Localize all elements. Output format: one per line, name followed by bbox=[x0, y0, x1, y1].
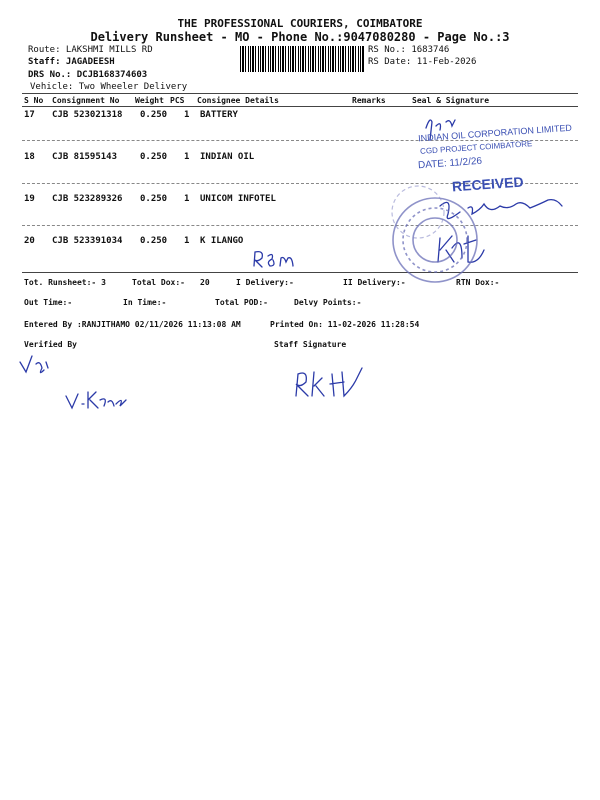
total-dox-label: Total Dox:- bbox=[132, 278, 185, 287]
signature-row19 bbox=[440, 200, 562, 219]
staff-signature-mark bbox=[296, 368, 362, 396]
verified-by: Verified By bbox=[24, 340, 77, 349]
total-dox-value: 20 bbox=[200, 278, 210, 287]
row-consignee: INDIAN OIL bbox=[200, 152, 255, 162]
stamp-line2: CGD PROJECT COIMBATORE bbox=[419, 139, 533, 156]
col-remarks: Remarks bbox=[352, 96, 386, 105]
stamp-line3: DATE: 11/2/26 bbox=[417, 155, 483, 172]
ii-delivery: II Delivery:- bbox=[343, 278, 406, 287]
rs-date: RS Date: 11-Feb-2026 bbox=[368, 57, 477, 67]
row-consignee: UNICOM INFOTEL bbox=[200, 194, 276, 204]
verified-scribble-1 bbox=[20, 356, 48, 373]
col-consignment: Consignment No bbox=[52, 96, 120, 105]
col-seal: Seal & Signature bbox=[412, 96, 490, 105]
col-consignee: Consignee Details bbox=[197, 96, 279, 105]
rs-number: RS No.: 1683746 bbox=[368, 45, 450, 55]
verified-scribble-2 bbox=[66, 392, 126, 408]
row-pcs: 1 bbox=[184, 110, 190, 120]
total-runsheet: Tot. Runsheet:- 3 bbox=[24, 278, 106, 287]
stamp-received: RECEIVED bbox=[451, 173, 525, 195]
row-sno: 17 bbox=[24, 110, 35, 120]
in-time: In Time:- bbox=[123, 298, 167, 307]
row-pcs: 1 bbox=[184, 194, 190, 204]
company-title: THE PROFESSIONAL COURIERS, COIMBATORE bbox=[177, 17, 423, 30]
row-consignee: K ILANGO bbox=[200, 236, 244, 246]
drs-number: DRS No.: DCJB168374603 bbox=[28, 70, 148, 80]
row-consignment: CJB 523021318 bbox=[52, 110, 123, 120]
row-sno: 19 bbox=[24, 194, 35, 204]
row-sno: 18 bbox=[24, 152, 35, 162]
row-weight: 0.250 bbox=[140, 152, 168, 162]
staff: Staff: JAGADEESH bbox=[28, 57, 115, 67]
entered-by: Entered By :RANJITHAMO 02/11/2026 11:13:08 AM bbox=[24, 320, 241, 329]
route: Route: LAKSHMI MILLS RD bbox=[28, 45, 153, 55]
row-weight: 0.250 bbox=[140, 194, 168, 204]
row-consignment: CJB 523391034 bbox=[52, 236, 123, 246]
row-consignee: BATTERY bbox=[200, 110, 238, 120]
stamp-line1: INDIAN OIL CORPORATION LIMITED bbox=[417, 122, 573, 144]
total-pod: Total POD:- bbox=[215, 298, 268, 307]
col-weight: Weight bbox=[135, 96, 164, 105]
col-pcs: PCS bbox=[170, 96, 185, 105]
runsheet-title: Delivery Runsheet - MO - Phone No.:9047080280 - Page No.:3 bbox=[90, 30, 510, 44]
row-pcs: 1 bbox=[184, 236, 190, 246]
i-delivery: I Delivery:- bbox=[236, 278, 294, 287]
row-consignment: CJB 81595143 bbox=[52, 152, 118, 162]
row-sno: 20 bbox=[24, 236, 35, 246]
row-weight: 0.250 bbox=[140, 110, 168, 120]
remark-scribble bbox=[254, 252, 293, 267]
round-seal bbox=[393, 198, 477, 282]
vehicle: Vehicle: Two Wheeler Delivery bbox=[30, 82, 188, 92]
staff-signature-label: Staff Signature bbox=[274, 340, 347, 349]
rtn-dox: RTN Dox:- bbox=[456, 278, 500, 287]
row-consignment: CJB 523289326 bbox=[52, 194, 123, 204]
col-sno: S No bbox=[24, 96, 44, 105]
out-time: Out Time:- bbox=[24, 298, 73, 307]
delvy-points: Delvy Points:- bbox=[294, 298, 362, 307]
row-pcs: 1 bbox=[184, 152, 190, 162]
printed-on: Printed On: 11-02-2026 11:28:54 bbox=[270, 320, 420, 329]
row-weight: 0.250 bbox=[140, 236, 168, 246]
